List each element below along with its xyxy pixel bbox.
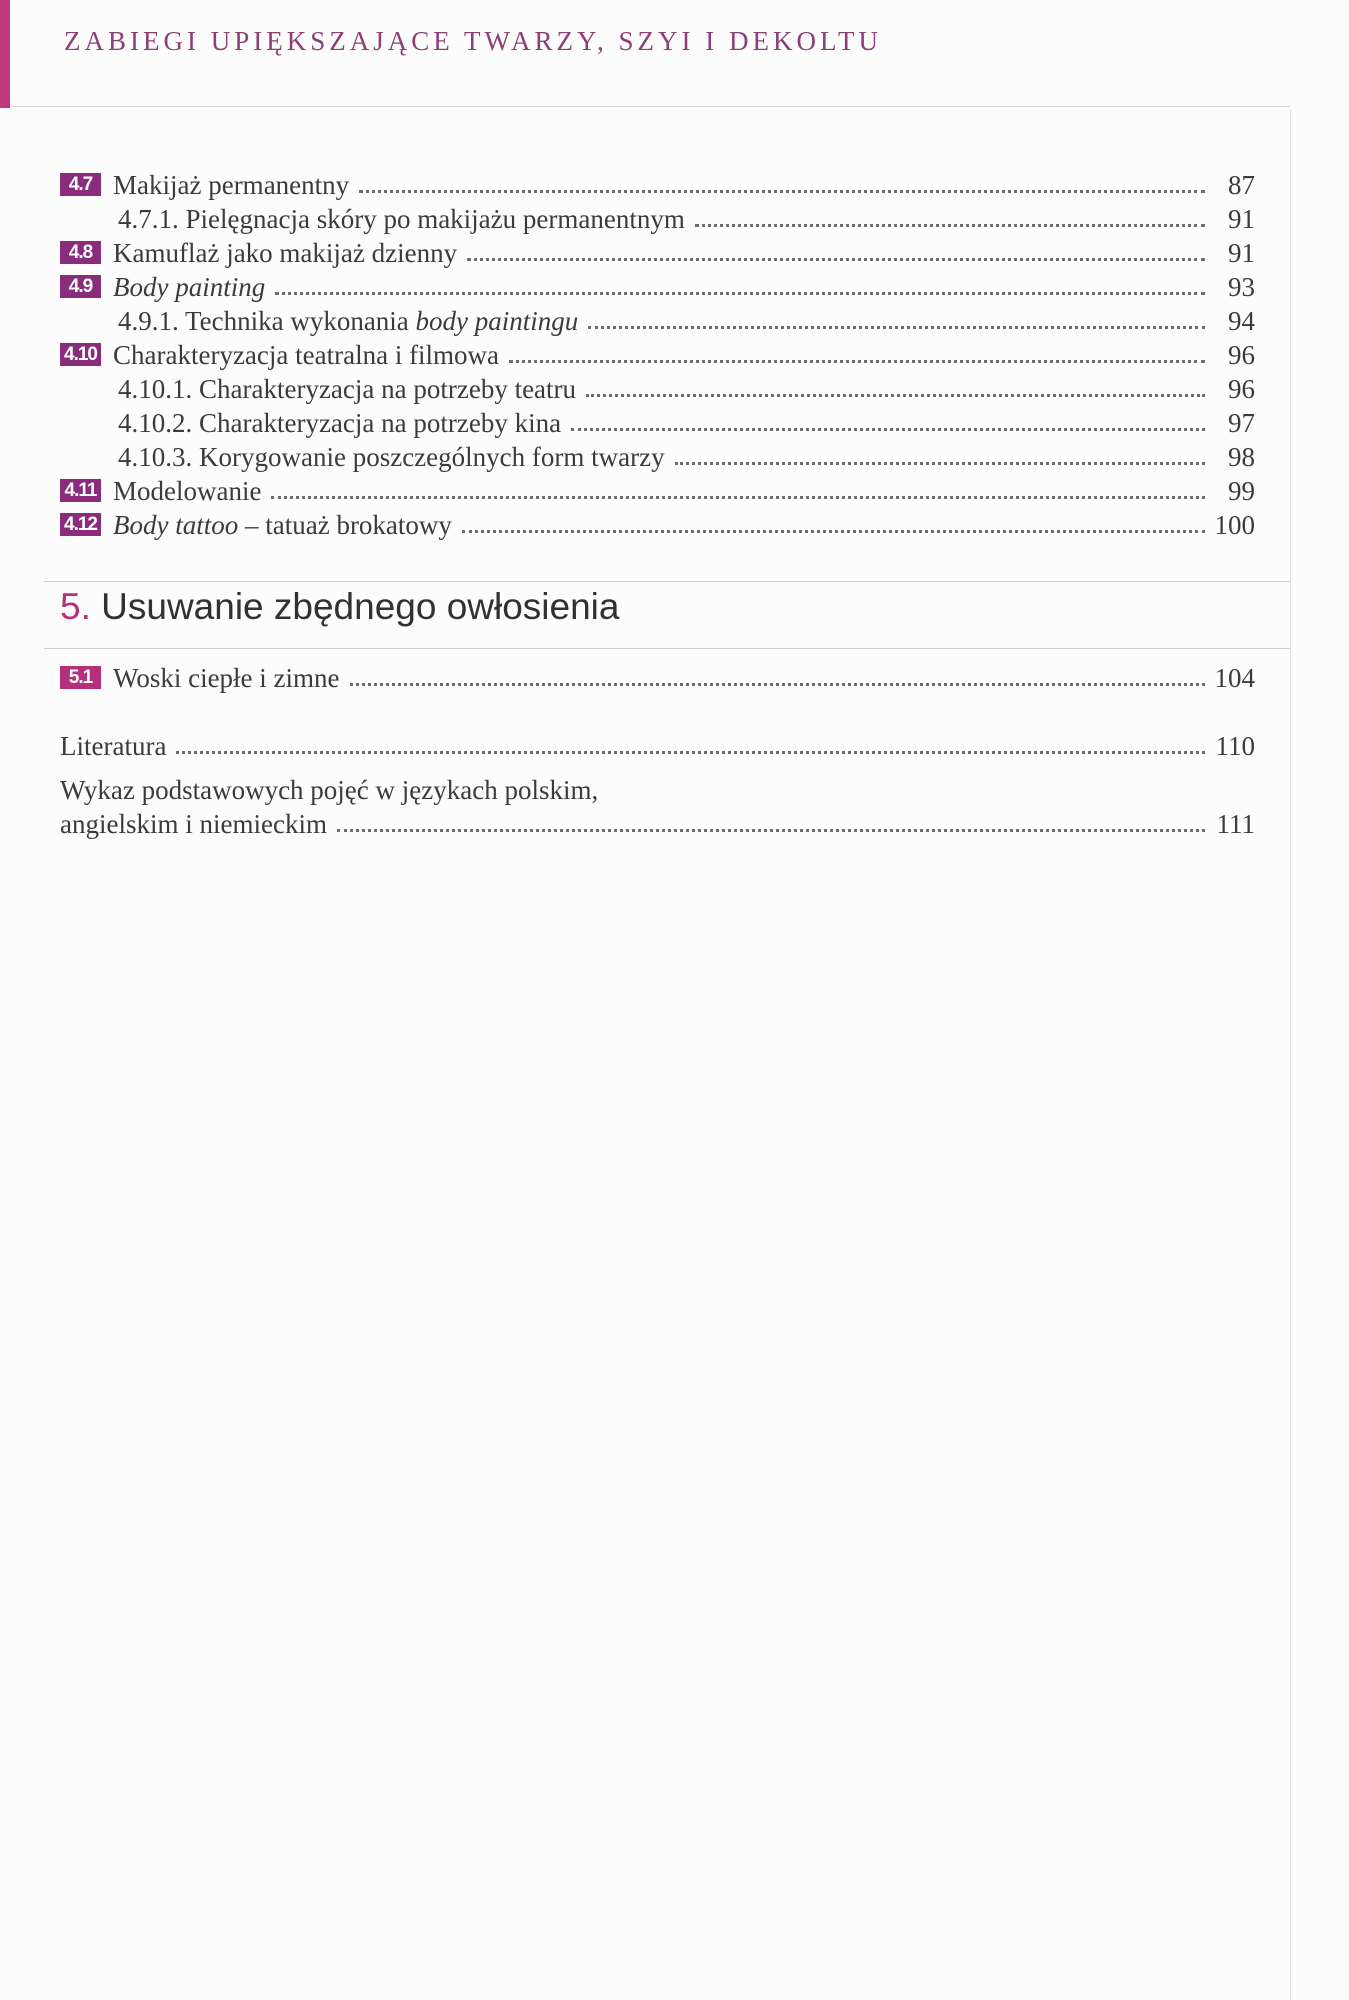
dot-leader <box>337 829 1205 832</box>
toc-entry-4-10-3[interactable] <box>118 440 1255 474</box>
running-header: ZABIEGI UPIĘKSZAJĄCE TWARZY, SZYI I DEKOLTU <box>64 26 882 56</box>
dot-leader <box>462 530 1205 533</box>
dot-leader <box>571 428 1205 431</box>
page-number: 91 <box>1228 204 1255 234</box>
chapter-title: Usuwanie zbędnego owłosienia <box>101 586 620 627</box>
page-number: 104 <box>1214 663 1255 693</box>
entry-title-plain: – tatuaż brokatowy <box>238 510 452 540</box>
entry-title: Kamuflaż jako makijaż dzienny <box>113 238 458 268</box>
toc-entry-5-1[interactable] <box>60 661 1255 695</box>
dot-leader <box>588 326 1205 329</box>
section-badge: 4.7 <box>60 173 101 196</box>
glossary-title-line1: Wykaz podstawowych pojęć w językach polskim, <box>60 775 599 805</box>
right-margin-rule <box>1290 110 1291 2000</box>
accent-bar <box>0 0 10 108</box>
dot-leader <box>509 360 1205 363</box>
dot-leader <box>271 496 1205 499</box>
page-number: 91 <box>1228 238 1255 268</box>
entry-title: Charakteryzacja teatralna i filmowa <box>113 340 500 370</box>
page-number: 94 <box>1228 306 1255 336</box>
toc-entry-4-7-1[interactable] <box>118 202 1255 236</box>
section-badge: 4.8 <box>60 241 101 264</box>
toc-entry-4-10-2[interactable] <box>118 406 1255 440</box>
toc-entry-literatura[interactable] <box>60 729 1255 763</box>
entry-title: angielskim i niemieckim <box>60 809 327 839</box>
entry-title: Makijaż permanentny <box>113 170 350 200</box>
entry-title: 4.7.1. Pielęgnacja skóry po makijażu permanentnym <box>118 204 685 234</box>
section-badge: 4.9 <box>60 275 101 298</box>
toc-entry-4-7[interactable] <box>60 168 1255 202</box>
page-number: 110 <box>1215 731 1255 761</box>
header-rule <box>10 106 1290 107</box>
entry-title-italic: Body tattoo <box>113 510 239 540</box>
dot-leader <box>275 292 1205 295</box>
toc-entry-4-9[interactable] <box>60 270 1255 304</box>
dot-leader <box>695 224 1205 227</box>
page-number: 111 <box>1216 809 1255 839</box>
entry-title-italic: body paintingu <box>415 306 579 336</box>
entry-title: Woski ciepłe i zimne <box>113 663 340 693</box>
section-badge: 4.10 <box>60 343 101 366</box>
dot-leader <box>675 462 1205 465</box>
chapter-bottom-rule <box>44 648 1290 649</box>
page-number: 96 <box>1228 374 1255 404</box>
dot-leader <box>586 394 1205 397</box>
toc-entry-4-10[interactable] <box>60 338 1255 372</box>
dot-leader <box>350 683 1205 686</box>
toc-entry-glossary[interactable] <box>60 807 1255 841</box>
dot-leader <box>467 258 1205 261</box>
dot-leader <box>176 751 1205 754</box>
page-number: 93 <box>1228 272 1255 302</box>
page-number: 96 <box>1228 340 1255 370</box>
page-number: 98 <box>1228 442 1255 472</box>
toc-entry-4-9-1[interactable] <box>118 304 1255 338</box>
entry-title: 4.10.2. Charakteryzacja na potrzeby kina <box>118 408 562 438</box>
page-number: 87 <box>1228 170 1255 200</box>
section-badge: 5.1 <box>60 666 101 689</box>
dot-leader <box>359 190 1205 193</box>
page-number: 100 <box>1214 510 1255 540</box>
page-number: 99 <box>1228 476 1255 506</box>
section-badge: 4.12 <box>60 513 101 536</box>
entry-title: Literatura <box>60 731 167 761</box>
chapter-top-rule <box>44 581 1290 582</box>
toc-entry-4-12[interactable] <box>60 508 1255 542</box>
entry-title: 4.10.1. Charakteryzacja na potrzeby teatru <box>118 374 577 404</box>
entry-title: 4.10.3. Korygowanie poszczególnych form twarzy <box>118 442 665 472</box>
chapter-heading-5[interactable] <box>60 586 619 628</box>
chapter-number: 5. <box>60 586 91 627</box>
entry-title: Modelowanie <box>113 476 262 506</box>
toc-entry-4-11[interactable] <box>60 474 1255 508</box>
page-number: 97 <box>1228 408 1255 438</box>
toc-entry-4-8[interactable] <box>60 236 1255 270</box>
entry-title: Body painting <box>113 272 266 302</box>
entry-title <box>113 508 452 542</box>
entry-title-plain: 4.9.1. Technika wykonania <box>118 306 416 336</box>
toc-entry-4-10-1[interactable] <box>118 372 1255 406</box>
entry-title <box>118 304 578 338</box>
section-badge: 4.11 <box>60 479 101 502</box>
